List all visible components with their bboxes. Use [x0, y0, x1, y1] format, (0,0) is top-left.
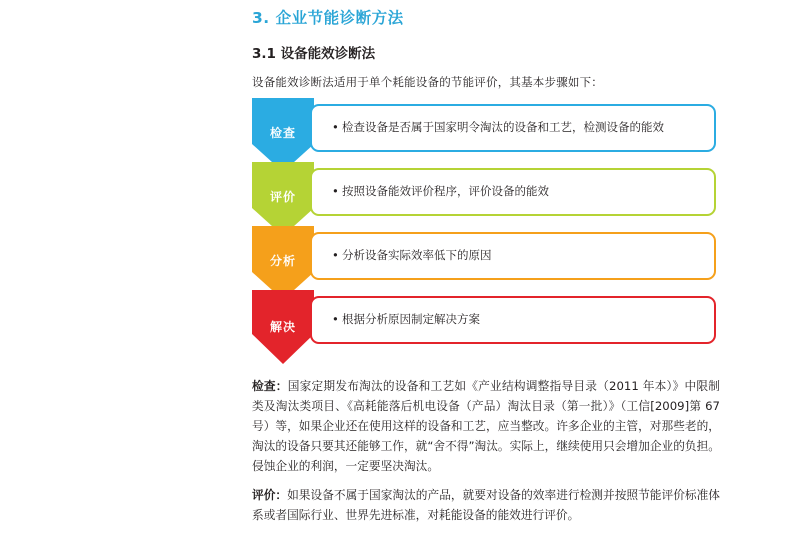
- step-2-chevron: [252, 162, 314, 236]
- process-flow-diagram: [252, 104, 717, 369]
- step-4-text: 根据分析原因制定解决方案: [342, 312, 480, 326]
- step-4-text-line: [332, 311, 480, 327]
- chevron-down-icon: [252, 162, 314, 236]
- step-4-chevron: [252, 290, 314, 364]
- flow-step-3: [252, 232, 717, 288]
- step-4-bubble: [310, 296, 716, 344]
- intro-paragraph: 设备能效诊断法适用于单个耗能设备的节能评价，其基本步骤如下：: [252, 75, 603, 89]
- step-1-text-line: [332, 119, 664, 135]
- bullet-icon: •: [332, 312, 339, 326]
- paragraph-check: [252, 376, 720, 476]
- flow-step-2: [252, 168, 717, 224]
- chevron-down-icon: [252, 290, 314, 364]
- step-2-label: 评价: [269, 190, 296, 204]
- step-1-bubble: [310, 104, 716, 152]
- flow-step-1: [252, 104, 717, 160]
- section-heading: 3. 企业节能诊断方法: [252, 9, 404, 27]
- step-2-bubble: [310, 168, 716, 216]
- step-1-chevron: [252, 98, 314, 172]
- bullet-icon: •: [332, 120, 339, 134]
- bullet-icon: •: [332, 248, 339, 262]
- paragraph-evaluate-lead: 评价：: [252, 488, 288, 502]
- paragraph-check-lead: 检查：: [252, 379, 288, 393]
- flow-step-4: [252, 296, 717, 352]
- step-2-text-line: [332, 183, 549, 199]
- paragraph-evaluate: [252, 485, 720, 525]
- step-1-label: 检查: [269, 126, 296, 140]
- step-3-chevron: [252, 226, 314, 300]
- step-3-label: 分析: [269, 254, 296, 268]
- step-3-bubble: [310, 232, 716, 280]
- subsection-heading: 3.1 设备能效诊断法: [252, 46, 376, 62]
- chevron-down-icon: [252, 226, 314, 300]
- paragraph-check-body: 国家定期发布淘汰的设备和工艺如《产业结构调整指导目录（2011 年本）》中限制类及淘汰类项目、《高耗能落后机电设备（产品）淘汰目录（第一批）》（工信[2009]第 67 号）等，如果企业还在使用这样的设备和工艺，应当整改。许多企业的主管，对那些老的，淘汰的设备只要其还能够工作，就“舍不得”淘汰。实际上，继续使用只会增加企业的负担。侵蚀企业的利润，一定要坚决淘汰。: [252, 379, 720, 473]
- paragraph-evaluate-body: 如果设备不属于国家淘汰的产品，就要对设备的效率进行检测并按照节能评价标准体系或者国际行业、世界先进标准，对耗能设备的能效进行评价。: [252, 488, 720, 522]
- bullet-icon: •: [332, 184, 339, 198]
- step-3-text-line: [332, 247, 492, 263]
- step-4-label: 解决: [269, 320, 296, 334]
- step-2-text: 按照设备能效评价程序，评价设备的能效: [342, 184, 549, 198]
- step-1-text: 检查设备是否属于国家明令淘汰的设备和工艺，检测设备的能效: [342, 120, 664, 134]
- chevron-down-icon: [252, 98, 314, 172]
- step-3-text: 分析设备实际效率低下的原因: [342, 248, 492, 262]
